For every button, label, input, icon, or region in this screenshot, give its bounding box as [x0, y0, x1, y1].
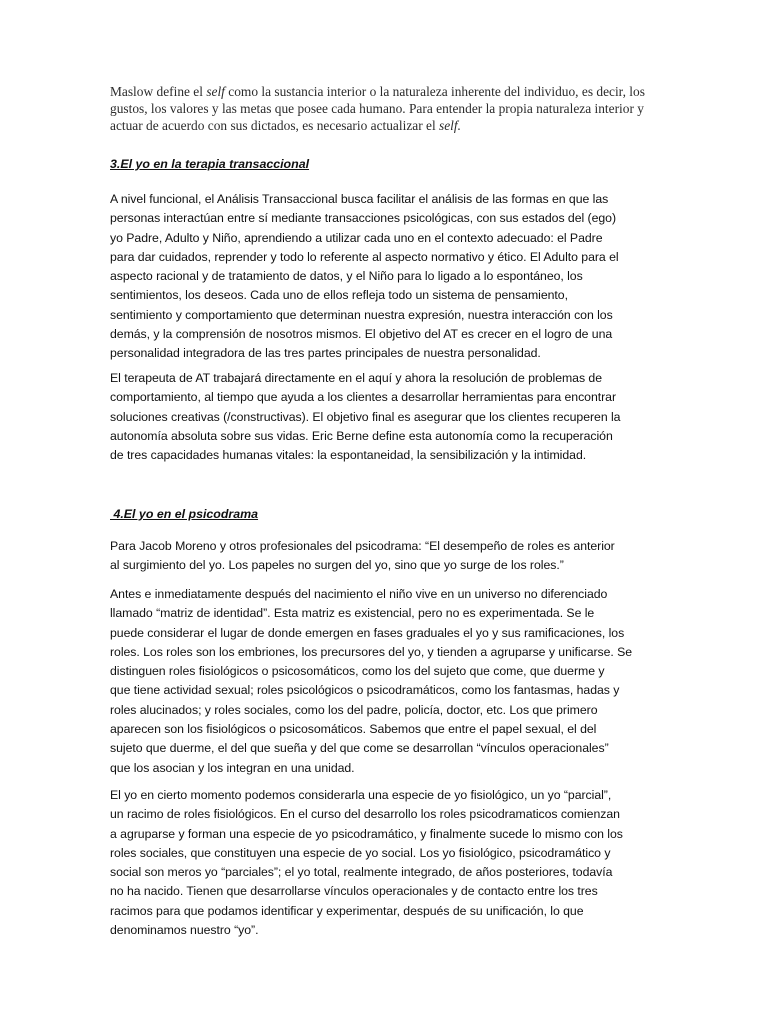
intro-line-2: gustos, los valores y las metas que posee cada humano. Para entender la propia naturaleza interior y [110, 101, 644, 116]
paragraph-line: Para Jacob Moreno y otros profesionales del psicodrama: “El desempeño de roles es anterior [110, 539, 615, 553]
paragraph-line: personas interactúan entre sí mediante transacciones psicológicas, con sus estados del (ego) [110, 211, 617, 226]
intro-line-1-text: Maslow define el [110, 84, 207, 99]
intro-line-3 [110, 117, 650, 134]
intro-line-3-text: actuar de acuerdo con sus dictados, es necesario actualizar el [110, 118, 440, 133]
paragraph-line: a agruparse y forman una especie de yo psicodramático, y finalmente sucede lo mismo con los [110, 826, 623, 841]
paragraph-line: demás, y la comprensión de nosotros mismos. El objetivo del AT es crecer en el logro de una [110, 327, 613, 342]
paragraph-line: para dar cuidados, reprender y todo lo referente al aspecto normativo y ético. El Adulto para el [110, 249, 619, 264]
paragraph-line: roles sociales, que constituyen una especie de yo social. Los yo fisiológico, psicodramático y [110, 845, 611, 860]
section-4-paragraph-2 [110, 585, 658, 778]
intro-self-emphasis: self [206, 84, 225, 99]
paragraph-line: denominamos nuestro “yo”. [110, 923, 259, 938]
section-3-heading: 3.El yo en la terapia transaccional [110, 157, 310, 171]
paragraph-line: puede considerar el lugar de donde emergen en fases graduales el yo y sus ramificaciones, los [110, 625, 625, 640]
paragraph-line: soluciones creativas (/constructivas). El objetivo final es asegurar que los clientes recuperen la [110, 409, 621, 424]
paragraph-line: autonomía absoluta sobre sus vidas. Eric Berne define esta autonomía como la recuperación [110, 428, 613, 443]
section-3-paragraph-2 [110, 369, 658, 465]
paragraph-line: roles alucinados; y roles sociales, como los del padre, policía, doctor, etc. Los que primero [110, 702, 598, 717]
paragraph-line: racimos para que podamos identificar y experimentar, después de su unificación, lo que [110, 903, 584, 918]
intro-self-emphasis-2: self. [439, 118, 461, 133]
paragraph-line: sentimiento y comportamiento que determinan nuestra expresión, nuestra interacción con los [110, 307, 613, 322]
section-3-paragraph-1 [110, 190, 658, 364]
paragraph-line: un racimo de roles fisiológicos. En el curso del desarrollo los roles psicodramaticos comienzan [110, 807, 620, 822]
paragraph-line: Antes e inmediatamente después del nacimiento el niño vive en un universo no diferenciado [110, 587, 608, 601]
paragraph-line: roles. Los roles son los embriones, los precursores del yo, y tienden a agruparse y unificarse. Se [110, 644, 633, 659]
paragraph-line: aspecto racional y de tratamiento de datos, y el Niño para lo ligado a lo espontáneo, los [110, 269, 583, 284]
paragraph-line: sujeto que duerme, el del que sueña y del que come se desarrollan “vínculos operacionales” [110, 741, 609, 756]
paragraph-line: A nivel funcional, el Análisis Transaccional busca facilitar el análisis de las formas en que las [110, 192, 609, 206]
intro-line-1-rest: como la sustancia interior o la naturaleza inherente del individuo, es decir, los [224, 84, 645, 99]
paragraph-line: al surgimiento del yo. Los papeles no surgen del yo, sino que yo surge de los roles.” [110, 558, 564, 573]
paragraph-line: comportamiento, al tiempo que ayuda a los clientes a desarrollar herramientas para encontrar [110, 390, 616, 405]
section-4-paragraph-3 [110, 786, 658, 940]
section-4-paragraph-1 [110, 537, 658, 576]
paragraph-line: personalidad integradora de las tres partes principales de nuestra personalidad. [110, 346, 541, 361]
paragraph-line: que los asocian y los integran en una unidad. [110, 760, 355, 775]
paragraph-line: sentimientos, los deseos. Cada uno de ellos refleja todo un sistema de pensamiento, [110, 288, 568, 303]
paragraph-line: El terapeuta de AT trabajará directamente en el aquí y ahora la resolución de problemas de [110, 371, 603, 385]
paragraph-line: social son meros yo “parciales”; el yo total, realmente integrado, de años posteriores, todavía [110, 865, 613, 880]
paragraph-line: de tres capacidades humanas vitales: la espontaneidad, la sensibilización y la intimidad. [110, 448, 587, 463]
intro-paragraph [110, 83, 650, 134]
paragraph-line: no ha nacido. Tienen que desarrollarse vínculos operacionales y de contacto entre los tres [110, 884, 598, 899]
paragraph-line: El yo en cierto momento podemos considerarla una especie de yo fisiológico, un yo “parcial”, [110, 788, 612, 802]
paragraph-line: yo Padre, Adulto y Niño, aprendiendo a utilizar cada uno en el contexto adecuado: el Padre [110, 230, 603, 245]
section-4-heading: 4.El yo en el psicodrama [110, 507, 259, 521]
paragraph-line: que tiene actividad sexual; roles psicológicos o psicodramáticos, como los fantasmas, hadas y [110, 683, 620, 698]
paragraph-line: distinguen roles fisiológicos o psicosomáticos, como los del sujeto que come, que duerme y [110, 664, 605, 679]
paragraph-line: llamado “matriz de identidad”. Esta matriz es existencial, pero no es experimentada. Se le [110, 606, 595, 621]
paragraph-line: aparecen son los fisiológicos o psicosomáticos. Sabemos que entre el papel sexual, el del [110, 722, 597, 737]
intro-line-1 [110, 83, 650, 100]
